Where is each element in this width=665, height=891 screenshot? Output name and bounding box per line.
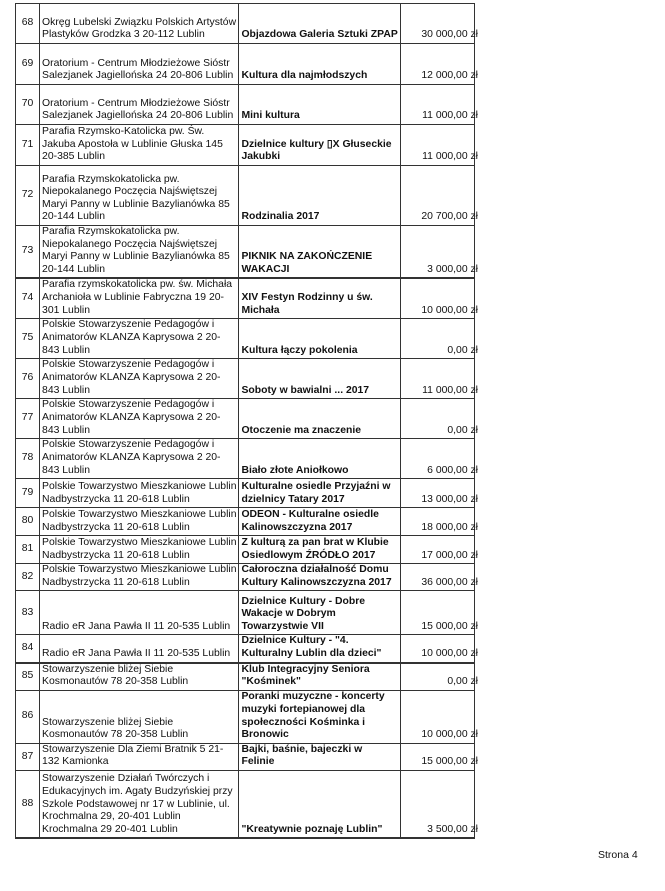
project-title-cell-text: Kultura dla najmłodszych xyxy=(241,70,368,82)
project-title-cell xyxy=(239,591,400,635)
row-number-text: 71 xyxy=(21,138,34,150)
project-title-cell-text: PIKNIK NA ZAKOŃCZENIE WAKACJI xyxy=(241,251,373,275)
organization-cell xyxy=(40,278,239,318)
project-title-cell xyxy=(239,85,400,125)
amount-cell-text: 17 000,00 zł xyxy=(421,549,478,561)
organization-cell-text: Polskie Stowarzyszenie Pedagogów i Animatorów KLANZA Kaprysowa 2 20-843 Lublin xyxy=(42,319,221,356)
project-title-cell-text: Bajki, baśnie, bajeczki w Felinie xyxy=(241,743,363,768)
amount-cell-text: 10 000,00 zł xyxy=(421,647,478,659)
organization-cell xyxy=(40,439,239,479)
project-title-cell xyxy=(239,319,400,359)
row-number xyxy=(16,319,40,359)
row-number-text: 72 xyxy=(21,189,34,201)
row-number-text: 69 xyxy=(21,57,34,69)
amount-cell-text: 30 000,00 zł xyxy=(421,29,478,41)
project-title-cell xyxy=(239,564,400,591)
row-number-text: 87 xyxy=(21,750,34,762)
project-title-cell-text: Biało złote Aniołkowo xyxy=(241,464,349,476)
project-title-cell xyxy=(239,399,400,439)
organization-cell xyxy=(40,690,239,743)
amount-cell xyxy=(400,591,478,635)
row-number-text: 85 xyxy=(21,670,34,682)
table-row xyxy=(16,536,475,564)
organization-cell-text: Parafia Rzymsko-Katolicka pw. Św. Jakuba Apostoła w Lublinie Głuska 145 20-385 Lublin xyxy=(42,126,223,163)
project-title-cell-text: Poranki muzyczne - koncerty muzyki fortepianowej dla społeczności Kośminka i Bronowic xyxy=(241,691,385,741)
row-number-text: 74 xyxy=(21,292,34,304)
page-number: Strona 4 xyxy=(598,849,638,861)
amount-cell-text: 20 700,00 zł xyxy=(421,211,478,223)
organization-cell-text: Oratorium - Centrum Młodzieżowe Sióstr Salezjanek Jagiellońska 24 20-806 Lublin xyxy=(42,57,234,82)
organization-cell xyxy=(40,399,239,439)
row-number-text: 88 xyxy=(21,797,34,809)
table-row xyxy=(16,690,475,743)
organization-cell-text: Parafia rzymskokatolicka pw. św. Michała Archanioła w Lublinie Fabryczna 19 20-301 Lublin xyxy=(42,279,233,316)
organization-cell xyxy=(40,591,239,635)
amount-cell-text: 18 000,00 zł xyxy=(421,521,478,533)
row-number-text: 82 xyxy=(21,570,34,582)
table-row xyxy=(16,663,475,691)
amount-cell xyxy=(400,663,478,691)
row-number-text: 75 xyxy=(21,332,34,344)
project-title-cell-text: Dzielnice kultury ▯X Głuseckie Jakubki xyxy=(241,138,392,163)
project-title-cell xyxy=(239,359,400,399)
table-row xyxy=(16,564,475,591)
amount-cell xyxy=(400,508,478,536)
organization-cell xyxy=(40,44,239,85)
amount-cell-text: 10 000,00 zł xyxy=(421,304,478,316)
row-number xyxy=(16,85,40,125)
organization-cell-text: Stowarzyszenie bliżej Siebie Kosmonautów 78 20-358 Lublin xyxy=(42,716,189,741)
row-number-text: 73 xyxy=(21,245,34,257)
row-number-text: 76 xyxy=(21,372,34,384)
row-number xyxy=(16,564,40,591)
organization-cell xyxy=(40,319,239,359)
amount-cell xyxy=(400,770,478,838)
organization-cell-text: Polskie Towarzystwo Mieszkaniowe Lublin Nadbystrzycka 11 20-618 Lublin xyxy=(42,508,237,533)
organization-cell-text: Polskie Stowarzyszenie Pedagogów i Animatorów KLANZA Kaprysowa 2 20-843 Lublin xyxy=(42,439,221,476)
amount-cell xyxy=(400,85,478,125)
project-title-cell-text: Otoczenie ma znaczenie xyxy=(241,424,362,436)
row-number xyxy=(16,591,40,635)
row-number-text: 77 xyxy=(21,412,34,424)
organization-cell-text: Polskie Towarzystwo Mieszkaniowe Lublin Nadbystrzycka 11 20-618 Lublin xyxy=(42,564,237,588)
project-title-cell-text: Dzielnice Kultury - Dobre Wakacje w Dobrym Towarzystwie VII xyxy=(241,595,366,632)
project-title-cell xyxy=(239,663,400,691)
table-row xyxy=(16,4,475,44)
amount-cell xyxy=(400,319,478,359)
grants-table xyxy=(15,3,478,839)
row-number-text: 80 xyxy=(21,515,34,527)
organization-cell xyxy=(40,663,239,691)
organization-cell xyxy=(40,85,239,125)
project-title-cell xyxy=(239,479,400,508)
project-title-cell-text: Kulturalne osiedle Przyjaźni w dzielnicy Tatary 2017 xyxy=(241,480,391,505)
table-row xyxy=(16,319,475,359)
project-title-cell-text: "Kreatywnie poznaję Lublin" xyxy=(241,823,383,835)
organization-cell-text: Polskie Towarzystwo Mieszkaniowe Lublin Nadbystrzycka 11 20-618 Lublin xyxy=(42,536,237,561)
organization-cell xyxy=(40,770,239,838)
project-title-cell-text: Objazdowa Galeria Sztuki ZPAP xyxy=(241,29,398,41)
table-row xyxy=(16,85,475,125)
organization-cell-text: Stowarzyszenie Dla Ziemi Bratnik 5 21-132 Kamionka xyxy=(42,743,224,768)
table-row xyxy=(16,359,475,399)
table-row xyxy=(16,591,475,635)
amount-cell-text: 36 000,00 zł xyxy=(421,576,478,588)
organization-cell xyxy=(40,166,239,226)
row-number xyxy=(16,166,40,226)
row-number-text: 86 xyxy=(21,710,34,722)
amount-cell-text: 6 000,00 zł xyxy=(427,464,478,476)
table-row xyxy=(16,743,475,770)
amount-cell-text: 15 000,00 zł xyxy=(421,620,478,632)
row-number xyxy=(16,4,40,44)
amount-cell xyxy=(400,359,478,399)
row-number xyxy=(16,508,40,536)
amount-cell-text: 3 000,00 zł xyxy=(427,263,478,275)
row-number xyxy=(16,125,40,166)
row-number xyxy=(16,226,40,279)
project-title-cell xyxy=(239,44,400,85)
project-title-cell-text: Klub Integracyjny Seniora "Kośminek" xyxy=(241,663,370,688)
project-title-cell xyxy=(239,4,400,44)
project-title-cell xyxy=(239,439,400,479)
row-number xyxy=(16,663,40,691)
row-number-text: 68 xyxy=(21,17,34,29)
amount-cell xyxy=(400,564,478,591)
organization-cell xyxy=(40,4,239,44)
organization-cell-text: Radio eR Jana Pawła II 11 20-535 Lublin xyxy=(42,647,231,659)
organization-cell xyxy=(40,743,239,770)
project-title-cell xyxy=(239,166,400,226)
organization-cell-text: Okręg Lubelski Związku Polskich Artystów Plastyków Grodzka 3 20-112 Lublin xyxy=(42,16,237,41)
organization-cell xyxy=(40,536,239,564)
amount-cell-text: 0,00 zł xyxy=(447,424,478,436)
organization-cell xyxy=(40,359,239,399)
row-number xyxy=(16,635,40,663)
organization-cell-text: Polskie Stowarzyszenie Pedagogów i Animatorów KLANZA Kaprysowa 2 20-843 Lublin xyxy=(42,399,221,436)
amount-cell xyxy=(400,125,478,166)
row-number xyxy=(16,359,40,399)
organization-cell-text: Stowarzyszenie Działań Twórczych i Edukacyjnych im. Agaty Budzyńskiej przy Szkole Podstawowej nr 17 w Lublinie, ul. Krochmalna 29, 20-401 Lublin Krochmalna 29 20-401 Lublin xyxy=(42,773,233,835)
amount-cell-text: 13 000,00 zł xyxy=(421,493,478,505)
project-title-cell xyxy=(239,278,400,318)
project-title-cell-text: Całoroczna działalność Domu Kultury Kalinowszczyzna 2017 xyxy=(241,564,392,588)
project-title-cell-text: Mini kultura xyxy=(241,110,300,122)
amount-cell xyxy=(400,536,478,564)
project-title-cell-text: XIV Festyn Rodzinny u św. Michała xyxy=(241,291,373,316)
row-number-text: 79 xyxy=(21,486,34,498)
amount-cell-text: 11 000,00 zł xyxy=(422,384,478,396)
project-title-cell xyxy=(239,770,400,838)
amount-cell-text: 0,00 zł xyxy=(447,676,478,688)
project-title-cell-text: Soboty w bawialni ... 2017 xyxy=(241,384,370,396)
amount-cell xyxy=(400,479,478,508)
row-number-text: 81 xyxy=(21,543,34,555)
organization-cell xyxy=(40,125,239,166)
amount-cell xyxy=(400,4,478,44)
organization-cell xyxy=(40,635,239,663)
project-title-cell xyxy=(239,536,400,564)
amount-cell-text: 11 000,00 zł xyxy=(422,151,478,163)
table-row xyxy=(16,635,475,663)
project-title-cell-text: Z kulturą za pan brat w Klubie Osiedlowym ŹRÓDŁO 2017 xyxy=(241,536,389,561)
table-row xyxy=(16,278,475,318)
row-number xyxy=(16,770,40,838)
project-title-cell xyxy=(239,125,400,166)
table-row xyxy=(16,226,475,279)
project-title-cell-text: Dzielnice Kultury - "4. Kulturalny Lublin dla dzieci" xyxy=(241,635,382,659)
table-row xyxy=(16,166,475,226)
amount-cell-text: 15 000,00 zł xyxy=(421,756,478,768)
table-row xyxy=(16,439,475,479)
amount-cell-text: 12 000,00 zł xyxy=(421,70,478,82)
amount-cell-text: 0,00 zł xyxy=(447,344,478,356)
project-title-cell xyxy=(239,226,400,279)
organization-cell-text: Radio eR Jana Pawła II 11 20-535 Lublin xyxy=(42,620,231,632)
organization-cell-text: Polskie Stowarzyszenie Pedagogów i Animatorów KLANZA Kaprysowa 2 20-843 Lublin xyxy=(42,359,221,396)
organization-cell-text: Polskie Towarzystwo Mieszkaniowe Lublin Nadbystrzycka 11 20-618 Lublin xyxy=(42,480,237,505)
table-row xyxy=(16,479,475,508)
organization-cell-text: Parafia Rzymskokatolicka pw. Niepokalanego Poczęcia Najświętszej Maryi Panny w Lublinie Bazylianówka 85 20-144 Lublin xyxy=(42,173,230,223)
row-number xyxy=(16,439,40,479)
project-title-cell-text: Rodzinalia 2017 xyxy=(241,211,320,223)
project-title-cell xyxy=(239,508,400,536)
organization-cell-text: Stowarzyszenie bliżej Siebie Kosmonautów 78 20-358 Lublin xyxy=(42,663,189,688)
row-number xyxy=(16,690,40,743)
amount-cell xyxy=(400,635,478,663)
row-number xyxy=(16,479,40,508)
organization-cell xyxy=(40,564,239,591)
project-title-cell xyxy=(239,690,400,743)
row-number xyxy=(16,743,40,770)
amount-cell xyxy=(400,226,478,279)
amount-cell xyxy=(400,399,478,439)
table-row xyxy=(16,770,475,838)
project-title-cell xyxy=(239,743,400,770)
row-number-text: 70 xyxy=(21,98,34,110)
table-row xyxy=(16,508,475,536)
organization-cell xyxy=(40,226,239,279)
row-number xyxy=(16,278,40,318)
amount-cell xyxy=(400,278,478,318)
table-row xyxy=(16,399,475,439)
amount-cell-text: 11 000,00 zł xyxy=(422,110,478,122)
amount-cell-text: 10 000,00 zł xyxy=(421,729,478,741)
project-title-cell-text: Kultura łączy pokolenia xyxy=(241,344,358,356)
row-number-text: 84 xyxy=(21,642,34,654)
amount-cell xyxy=(400,44,478,85)
row-number xyxy=(16,399,40,439)
organization-cell-text: Parafia Rzymskokatolicka pw. Niepokalanego Poczęcia Najświętszej Maryi Panny w Lublinie Bazylianówka 85 20-144 Lublin xyxy=(42,226,230,275)
amount-cell xyxy=(400,690,478,743)
table-row xyxy=(16,44,475,85)
amount-cell xyxy=(400,166,478,226)
table-row xyxy=(16,125,475,166)
project-title-cell xyxy=(239,635,400,663)
row-number-text: 78 xyxy=(21,452,34,464)
row-number-text: 83 xyxy=(21,606,34,618)
amount-cell xyxy=(400,439,478,479)
organization-cell-text: Oratorium - Centrum Młodzieżowe Sióstr Salezjanek Jagiellońska 24 20-806 Lublin xyxy=(42,97,234,122)
amount-cell xyxy=(400,743,478,770)
organization-cell xyxy=(40,479,239,508)
project-title-cell-text: ODEON - Kulturalne osiedle Kalinowszczyzna 2017 xyxy=(241,508,379,533)
row-number xyxy=(16,536,40,564)
amount-cell-text: 3 500,00 zł xyxy=(427,823,478,835)
row-number xyxy=(16,44,40,85)
organization-cell xyxy=(40,508,239,536)
